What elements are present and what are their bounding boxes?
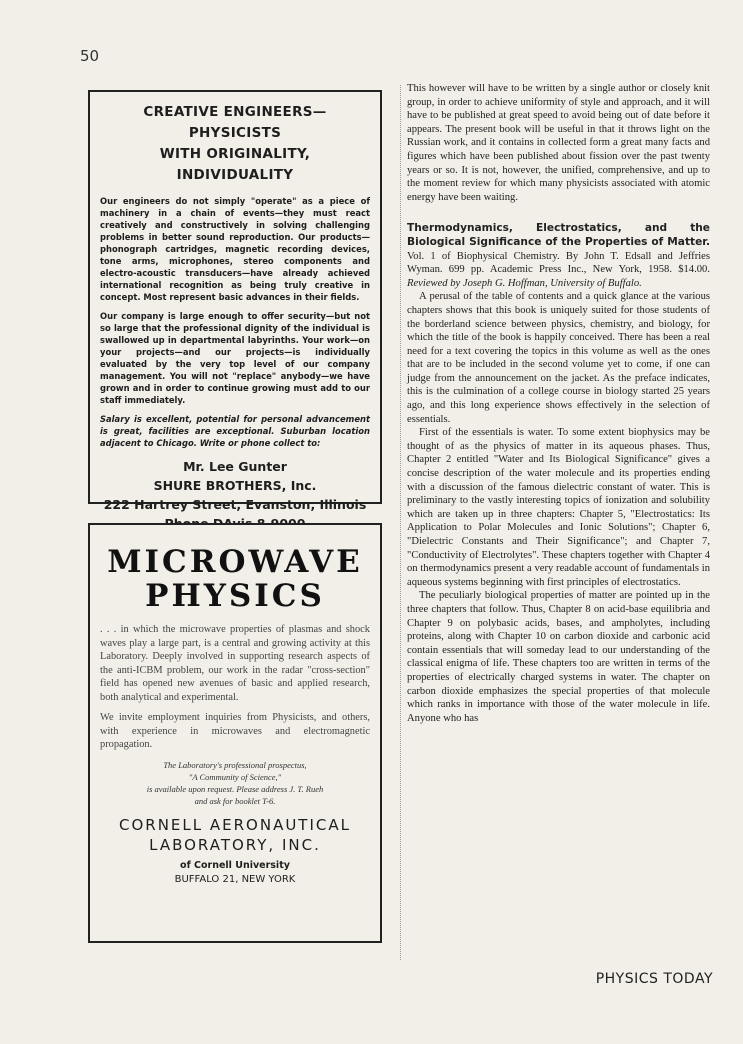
shure-ad-paragraph-1: Our engineers do not simply "operate" as a piece of machinery in a chain of events—they must react creatively and constructively in solving challenging problems in better sound reproduction. Our products—phonograph cartridges, magnetic recording devices, tone arms, microphones, stereo components and electro-acoustic transducers—have already achieved international recognition as being truly creative in concept. Most represent basic advances in their fields. — [100, 196, 370, 302]
cornell-ad-paragraph-1: . . . in which the microwave properties of plasmas and shock waves play a large part, is a central and growing activity at this Laboratory. Deeply involved in supporting research aspects of the anti-ICBM problem, our work in the radar "cross-section" field has opened new avenues of basic and applied research, both analytical and experimental. — [100, 624, 370, 703]
prospectus-line-4: and ask for booklet T-6. — [194, 795, 276, 806]
cornell-org-city: BUFFALO 21, NEW YORK — [174, 873, 296, 885]
shure-ad-contact — [100, 457, 370, 533]
cornell-org-line-2: LABORATORY, INC. — [149, 835, 321, 854]
shure-ad-heading-line1: CREATIVE ENGINEERS—PHYSICISTS — [143, 104, 327, 141]
column-rule — [400, 85, 401, 960]
book-review-column — [407, 82, 710, 725]
cornell-ad-prospectus-note — [100, 759, 370, 807]
review-book-title: Thermodynamics, Electrostatics, and the Biological Significance of the Properties of Matter. — [407, 222, 710, 248]
page-number: 50 — [80, 47, 100, 65]
review-header — [407, 222, 710, 290]
company-name: SHURE BROTHERS, Inc. — [153, 478, 317, 493]
cornell-ad-title-line1: MICROWAVE — [107, 544, 363, 580]
cornell-org-line-1: CORNELL AERONAUTICAL — [119, 815, 351, 834]
cornell-ad-title-line2: PHYSICS — [145, 578, 325, 614]
review-paragraph-3: The peculiarly biological properties of matter are pointed up in the three chapters that follow. Thus, Chapter 8 on acid-base equilibria and Chapter 9 on polybasic acids, bases, and ampholytes, including proteins, along with Chapter 10 on carbon dioxide and carbonic acid contain essentials that will someday lead to our understanding of the classical enigma of life. These chapters too are written in terms of the properties of electrically charged systems in water. The chapter on carbon dioxide emphasizes the special properties of that molecule which ranks in importance with those of the water molecule in life. Anyone who has — [407, 590, 710, 724]
review-paragraph-1: A perusal of the table of contents and a quick glance at the various chapters shows that this book is uniquely suited for those students of the borderland science between physics, chemistry, and biology, for which the title of the book is happily conceived. There has been a real need for a text covering the topics in this volume as well as the ones that are to be included in the second volume yet to come, if one can judge from the announcement on the jacket. As the preface indicates, this is the culmination of a college course in biology started 25 years ago, and this long experience shows effectively in the selection of essentials. — [407, 291, 710, 425]
cornell-advertisement — [88, 523, 382, 943]
prospectus-line-1: The Laboratory's professional prospectus, — [163, 759, 307, 770]
reviewer-credit: Reviewed by Joseph G. Hoffman, University of Buffalo. — [407, 277, 642, 289]
contact-name: Mr. Lee Gunter — [183, 459, 287, 474]
review-paragraph-2: First of the essentials is water. To some extent biophysics may be thought of as the physics of matter in its aqueous phases. Thus, Chapter 2 entitled "Water and Its Biological Significance" gives a concise description of the water molecule and its properties ending with a discussion of the famous dielectric constant of water. This is preliminary to the vastly interesting topics of ionization and solubility which are taken up in three chapters: Chapter 5, "Electrostatics: Its Application to Polar Molecules and Ionic Solutions"; Chapter 6, "Dielectric Constants and Their Significance"; and Chapter 7, "Conductivity of Electrolytes". These chapters together with Chapter 4 on thermodynamics present a very readable account of fundamentals in aqueous systems beginning with first principles of electrostatics. — [407, 427, 710, 588]
prospectus-line-3: is available upon request. Please address J. T. Rueh — [146, 783, 324, 794]
shure-advertisement — [88, 90, 382, 512]
shure-ad-paragraph-2: Our company is large enough to offer security—but not so large that the professional dignity of the individual is swallowed up in departmental labyrinths. Your work—on your projects—and our projects—is individually evaluated by the very top level of our company management. You will not "replace" anybody—we have grown and in order to continue growing must add to our staff immediately. — [100, 311, 370, 405]
review-bibliographic-info: Vol. 1 of Biophysical Chemistry. By John T. Edsall and Jeffries Wyman. 699 pp. Academic Press Inc., New York, 1958. $14.00. — [407, 250, 710, 276]
cornell-org-affiliation: of Cornell University — [180, 859, 290, 871]
shure-ad-heading — [100, 102, 370, 186]
shure-ad-heading-line2: WITH ORIGINALITY, INDIVIDUALITY — [159, 146, 311, 183]
journal-footer: PHYSICS TODAY — [595, 971, 713, 987]
company-address: 222 Hartrey Street, Evanston, Illinois — [103, 497, 367, 512]
cornell-ad-title — [100, 545, 370, 613]
intro-paragraph: This however will have to be written by a single author or closely knit group, in order to achieve uniformity of style and approach, and it will have to be published at great speed to avoid being out of date before it appears. The present book will be useful in that it throws light on the Russian work, and it contains in collected form a great many facts and figures which have been published about fission over the past twenty years or so. It is not, however, the unified, comprehensive, and up to the moment review for which many physicists associated with atomic energy have been waiting. — [407, 83, 710, 203]
prospectus-line-2: "A Community of Science," — [188, 771, 282, 782]
shure-ad-paragraph-3: Salary is excellent, potential for personal advancement is great, facilities are exceptional. Suburban location adjacent to Chicago. Write or phone collect to: — [100, 414, 370, 448]
cornell-ad-paragraph-2: We invite employment inquiries from Physicists, and others, with experience in microwaves and electromagnetic propagation. — [100, 712, 370, 750]
